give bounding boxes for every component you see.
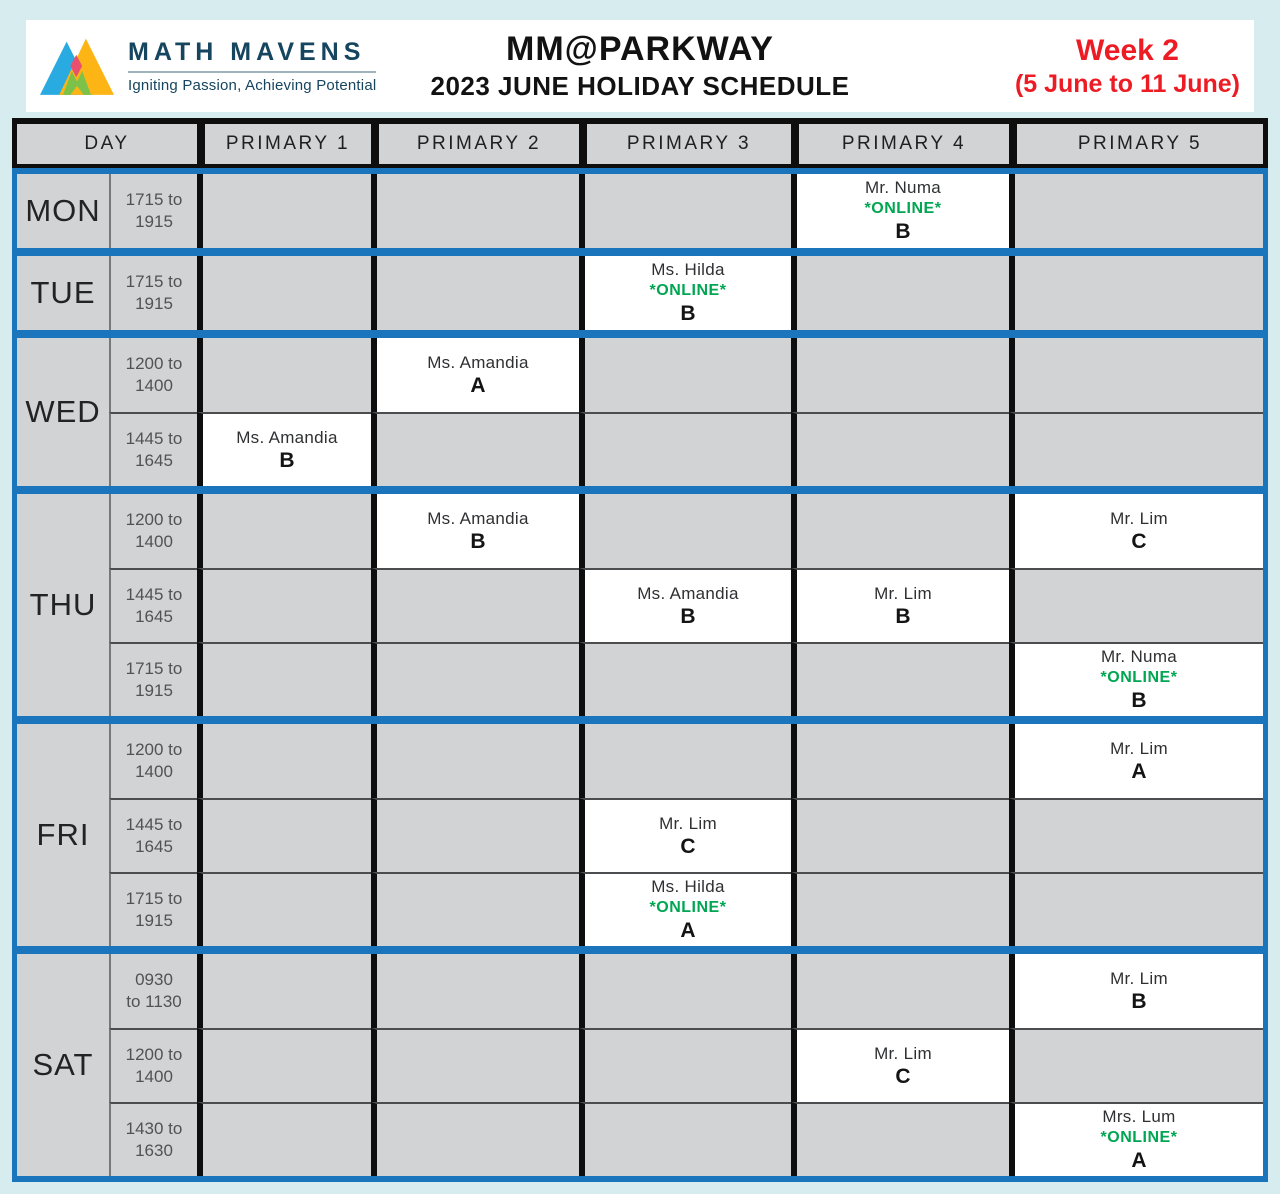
day-label: MON [25, 193, 101, 228]
empty-cell [579, 174, 791, 248]
time-line-1: 1430 to [125, 1118, 183, 1138]
day-label: WED [25, 394, 101, 429]
empty-cell [791, 798, 1009, 872]
class-cell [791, 568, 1009, 642]
column-header-day: DAY [17, 124, 197, 164]
empty-cell [791, 338, 1009, 412]
time-slot [109, 724, 197, 798]
teacher-name: Mr. Lim [659, 813, 717, 833]
empty-cell [371, 954, 579, 1028]
empty-cell [197, 256, 371, 330]
time-line-1: 1715 to [125, 888, 183, 908]
empty-cell [197, 798, 371, 872]
teacher-name: Ms. Hilda [651, 877, 725, 897]
teacher-name: Ms. Hilda [651, 260, 725, 280]
class-letter: B [1131, 689, 1147, 713]
empty-cell [1009, 568, 1263, 642]
empty-cell [371, 724, 579, 798]
class-letter: B [680, 605, 696, 629]
teacher-name: Mr. Numa [864, 178, 942, 198]
empty-cell [791, 724, 1009, 798]
empty-cell [579, 494, 791, 568]
empty-cell [197, 338, 371, 412]
time-line-2: 1400 [135, 762, 173, 781]
time-slot [109, 872, 197, 946]
empty-cell [371, 872, 579, 946]
time-line-1: 0930 [135, 969, 173, 989]
teacher-name: Ms. Amandia [427, 508, 529, 528]
class-letter: B [680, 302, 696, 326]
time-line-1: 1445 to [125, 428, 183, 448]
table-header-row [12, 118, 1268, 168]
empty-cell [791, 872, 1009, 946]
day-block-wed [17, 338, 1263, 486]
class-cell [1009, 724, 1263, 798]
class-cell [1009, 642, 1263, 716]
online-badge: *ONLINE* [649, 898, 727, 916]
empty-cell [1009, 872, 1263, 946]
week-block [1015, 33, 1240, 99]
column-header-primary-1: PRIMARY 1 [197, 124, 371, 164]
teacher-name: Mr. Numa [1100, 647, 1178, 667]
day-block-thu [17, 494, 1263, 716]
time-line-1: 1715 to [125, 271, 183, 291]
time-slot [109, 494, 197, 568]
empty-cell [371, 568, 579, 642]
day-block-sat [17, 954, 1263, 1176]
empty-cell [579, 954, 791, 1028]
empty-cell [791, 642, 1009, 716]
day-label: TUE [30, 275, 96, 310]
empty-cell [579, 338, 791, 412]
day-block-fri [17, 724, 1263, 946]
empty-cell [371, 1102, 579, 1176]
class-letter: C [895, 1065, 911, 1089]
time-line-2: 1915 [135, 294, 173, 313]
time-line-2: 1400 [135, 532, 173, 551]
class-letter: A [1131, 1149, 1147, 1173]
column-header-primary-3: PRIMARY 3 [579, 124, 791, 164]
week-range: (5 June to 11 June) [1014, 70, 1240, 98]
class-letter: B [895, 220, 911, 244]
class-letter: A [1131, 760, 1147, 784]
online-badge: *ONLINE* [864, 199, 942, 217]
empty-cell [371, 412, 579, 486]
empty-cell [1009, 256, 1263, 330]
empty-cell [371, 642, 579, 716]
class-cell [579, 872, 791, 946]
logo-brand-text: MATH MAVENS [128, 38, 366, 66]
empty-cell [579, 1028, 791, 1102]
class-letter: C [1131, 530, 1147, 554]
empty-cell [197, 954, 371, 1028]
teacher-name: Mr. Lim [874, 1043, 932, 1063]
time-line-1: 1445 to [125, 814, 183, 834]
time-line-1: 1200 to [125, 1044, 183, 1064]
empty-cell [1009, 174, 1263, 248]
empty-cell [791, 494, 1009, 568]
time-slot [109, 1102, 197, 1176]
empty-cell [197, 568, 371, 642]
day-label: SAT [32, 1047, 94, 1082]
class-letter: C [680, 835, 696, 859]
teacher-name: Mr. Lim [1110, 508, 1168, 528]
class-cell [791, 174, 1009, 248]
empty-cell [371, 798, 579, 872]
class-cell [1009, 494, 1263, 568]
class-letter: B [470, 530, 486, 554]
class-cell [371, 338, 579, 412]
time-line-2: to 1130 [126, 992, 182, 1011]
time-line-2: 1400 [135, 376, 173, 395]
time-slot [109, 642, 197, 716]
day-label: THU [29, 587, 97, 622]
schedule-table [12, 118, 1268, 1182]
column-header-primary-2: PRIMARY 2 [371, 124, 579, 164]
class-cell [579, 798, 791, 872]
empty-cell [371, 256, 579, 330]
empty-cell [197, 724, 371, 798]
online-badge: *ONLINE* [649, 281, 727, 299]
teacher-name: Mrs. Lum [1102, 1107, 1176, 1127]
empty-cell [197, 494, 371, 568]
time-line-2: 1645 [135, 837, 173, 856]
empty-cell [579, 642, 791, 716]
time-line-2: 1630 [135, 1141, 173, 1160]
class-cell [371, 494, 579, 568]
empty-cell [1009, 338, 1263, 412]
class-letter: B [279, 449, 295, 473]
time-slot [109, 798, 197, 872]
time-slot [109, 338, 197, 412]
time-line-1: 1200 to [125, 739, 183, 759]
empty-cell [197, 1028, 371, 1102]
time-line-1: 1715 to [125, 658, 183, 678]
empty-cell [1009, 798, 1263, 872]
time-line-1: 1200 to [125, 353, 183, 373]
teacher-name: Ms. Amandia [637, 583, 739, 603]
logo-tagline: Igniting Passion, Achieving Potential [128, 77, 377, 94]
teacher-name: Mr. Lim [874, 583, 932, 603]
empty-cell [197, 174, 371, 248]
empty-cell [197, 872, 371, 946]
time-slot [109, 954, 197, 1028]
empty-cell [791, 1102, 1009, 1176]
online-badge: *ONLINE* [1100, 668, 1178, 686]
empty-cell [197, 642, 371, 716]
teacher-name: Mr. Lim [1110, 738, 1168, 758]
time-line-1: 1715 to [125, 189, 183, 209]
class-letter: B [1131, 990, 1147, 1014]
time-slot [109, 1028, 197, 1102]
week-label: Week 2 [1076, 34, 1179, 67]
online-badge: *ONLINE* [1100, 1128, 1178, 1146]
math-mavens-logo [40, 35, 376, 97]
title-block [340, 30, 940, 102]
teacher-name: Ms. Amandia [427, 352, 529, 372]
time-line-1: 1200 to [125, 509, 183, 529]
math-mavens-logo-icon [40, 35, 114, 97]
class-cell [1009, 954, 1263, 1028]
column-header-primary-4: PRIMARY 4 [791, 124, 1009, 164]
page-title: MM@PARKWAY [506, 30, 774, 68]
class-cell [579, 568, 791, 642]
teacher-name: Mr. Lim [1110, 968, 1168, 988]
time-slot [109, 412, 197, 486]
class-letter: A [470, 374, 486, 398]
class-letter: B [895, 605, 911, 629]
empty-cell [791, 954, 1009, 1028]
class-cell [1009, 1102, 1263, 1176]
table-body [12, 168, 1268, 1182]
empty-cell [371, 1028, 579, 1102]
time-slot [109, 256, 197, 330]
time-line-2: 1915 [135, 681, 173, 700]
class-cell [197, 412, 371, 486]
empty-cell [1009, 1028, 1263, 1102]
empty-cell [791, 412, 1009, 486]
teacher-name: Ms. Amandia [236, 427, 338, 447]
empty-cell [579, 1102, 791, 1176]
time-line-2: 1915 [135, 212, 173, 231]
class-letter: A [680, 919, 696, 943]
empty-cell [1009, 412, 1263, 486]
time-line-2: 1645 [135, 607, 173, 626]
empty-cell [791, 256, 1009, 330]
time-line-2: 1915 [135, 911, 173, 930]
class-cell [791, 1028, 1009, 1102]
time-line-2: 1645 [135, 451, 173, 470]
page-subtitle: 2023 JUNE HOLIDAY SCHEDULE [430, 71, 850, 101]
time-line-1: 1445 to [125, 584, 183, 604]
empty-cell [371, 174, 579, 248]
time-line-2: 1400 [135, 1067, 173, 1086]
day-label: FRI [36, 817, 90, 852]
day-block-tue [17, 256, 1263, 330]
column-header-primary-5: PRIMARY 5 [1009, 124, 1263, 164]
time-slot [109, 174, 197, 248]
empty-cell [579, 412, 791, 486]
empty-cell [197, 1102, 371, 1176]
class-cell [579, 256, 791, 330]
empty-cell [579, 724, 791, 798]
time-slot [109, 568, 197, 642]
header-band [26, 20, 1254, 112]
day-block-mon [17, 174, 1263, 248]
